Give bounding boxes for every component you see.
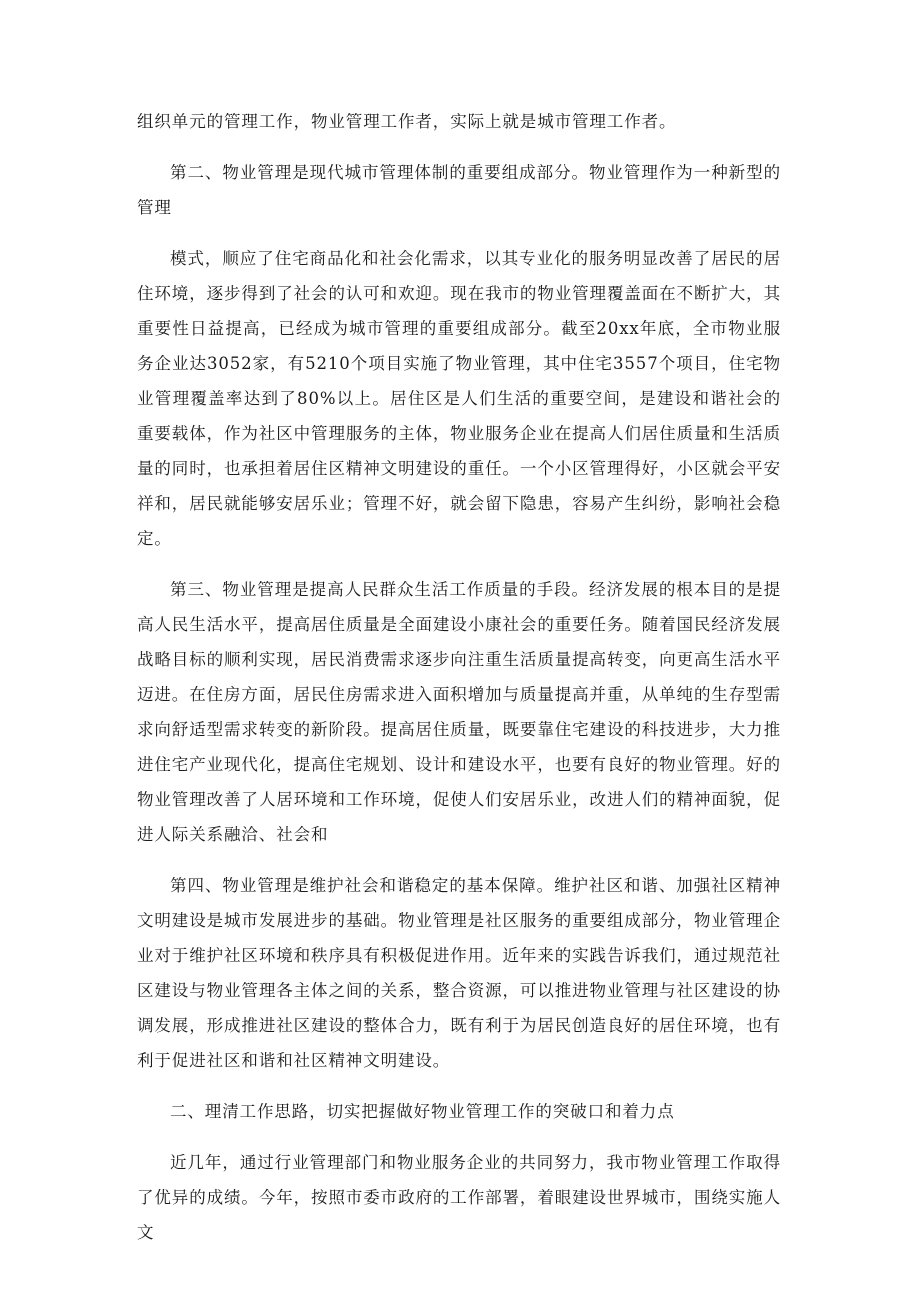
paragraph-point-two-body: 模式，顺应了住宅商品化和社会化需求，以其专业化的服务明显改善了居民的居住环境，逐步得到了社会的认可和欢迎。现在我市的物业管理覆盖面在不断扩大，其重要性日益提高，已经成为城市管理的重要组成部分。截至20xx年底，全市物业服务企业达3052家，有5210个项目实施了物业管理，其中住宅3557个项目，住宅物业管理覆盖率达到了80%以上。居住区是人们生活的重要空间，是建设和谐社会的重要载体，作为社区中管理服务的主体，物业服务企业在提高人们居住质量和生活质量的同时，也承担着居住区精神文明建设的重任。一个小区管理得好，小区就会平安祥和，居民就能够安居乐业；管理不好，就会留下隐患，容易产生纠纷，影响社会稳定。 [137,249,781,548]
paragraph-continuation: 组织单元的管理工作，物业管理工作者，实际上就是城市管理工作者。 [137,112,677,131]
paragraph-section-two-intro: 近几年，通过行业管理部门和物业服务企业的共同努力，我市物业管理工作取得了优异的成绩。今年，按照市委市政府的工作部署，着眼建设世界城市，围绕实施人文 [137,1153,781,1242]
paragraph-point-three: 第三、物业管理是提高人民群众生活工作质量的手段。经济发展的根本目的是提高人民生活水平，提高居住质量是全面建设小康社会的重要任务。随着国民经济发展战略目标的顺利实现，居民消费需求逐步向注重生活质量提高转变，向更高生活水平迈进。在住房方面，居民住房需求进入面积增加与质量提高并重，从单纯的生存型需求向舒适型需求转变的新阶段。提高居住质量，既要靠住宅建设的科技进步，大力推进住宅产业现代化，提高住宅规划、设计和建设水平，也要有良好的物业管理。好的物业管理改善了人居环境和工作环境，促使人们安居乐业，改进人们的精神面貌，促进人际关系融洽、社会和 [137,580,781,844]
document-body [137,104,781,1250]
paragraph-point-two-heading: 第二、物业管理是现代城市管理体制的重要组成部分。物业管理作为一种新型的管理 [137,163,781,217]
section-heading-two: 二、理清工作思路，切实把握做好物业管理工作的突破口和着力点 [170,1102,675,1121]
paragraph-point-four: 第四、物业管理是维护社会和谐稳定的基本保障。维护社区和谐、加强社区精神文明建设是城市发展进步的基础。物业管理是社区服务的重要组成部分，物业管理企业对于维护社区环境和秩序具有积极促进作用。近年来的实践告诉我们，通过规范社区建设与物业管理各主体之间的关系，整合资源，可以推进物业管理与社区建设的协调发展，形成推进社区建设的整体合力，既有利于为居民创造良好的居住环境，也有利于促进社区和谐和社区精神文明建设。 [137,876,781,1070]
